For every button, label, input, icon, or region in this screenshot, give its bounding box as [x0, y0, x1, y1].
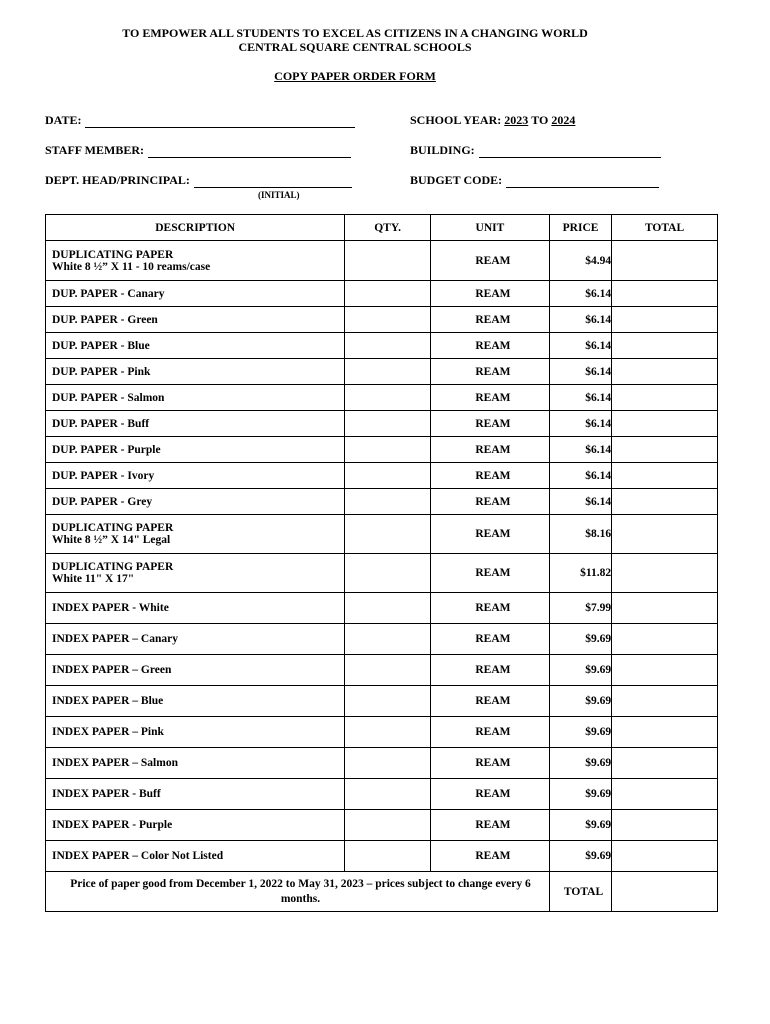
table-row: [46, 333, 718, 359]
price-cell: $6.14: [549, 359, 611, 385]
item-description: [46, 411, 345, 437]
table-row: [46, 307, 718, 333]
item-description: [46, 489, 345, 515]
row-total-cell[interactable]: [612, 554, 718, 593]
price-cell: $7.99: [549, 593, 611, 624]
item-name: INDEX PAPER – Blue: [52, 695, 164, 707]
unit-cell: REAM: [430, 717, 549, 748]
table-row: [46, 554, 718, 593]
table-row: [46, 411, 718, 437]
qty-cell[interactable]: [345, 686, 431, 717]
table-row: [46, 515, 718, 554]
unit-cell: REAM: [430, 515, 549, 554]
row-total-cell[interactable]: [612, 686, 718, 717]
item-name: DUP. PAPER - Grey: [52, 495, 153, 508]
grand-total-label: TOTAL: [549, 872, 611, 912]
price-cell: $4.94: [549, 241, 611, 281]
item-description: [46, 686, 345, 717]
qty-cell[interactable]: [345, 655, 431, 686]
unit-cell: REAM: [430, 779, 549, 810]
item-description: [46, 655, 345, 686]
grand-total-cell[interactable]: [612, 872, 718, 912]
item-detail: White 11" X 17": [52, 573, 135, 585]
item-name: DUPLICATING PAPER: [52, 561, 174, 573]
row-total-cell[interactable]: [612, 748, 718, 779]
row-total-cell[interactable]: [612, 385, 718, 411]
qty-cell[interactable]: [345, 281, 431, 307]
qty-cell[interactable]: [345, 307, 431, 333]
price-cell: $11.82: [549, 554, 611, 593]
qty-cell[interactable]: [345, 489, 431, 515]
building-label: BUILDING:: [410, 143, 475, 157]
item-description: [46, 281, 345, 307]
school-year-label: SCHOOL YEAR:: [410, 113, 502, 127]
table-row: [46, 281, 718, 307]
item-description: [46, 717, 345, 748]
table-row: [46, 779, 718, 810]
unit-cell: REAM: [430, 385, 549, 411]
table-row: [46, 655, 718, 686]
qty-cell[interactable]: [345, 841, 431, 872]
unit-cell: REAM: [430, 686, 549, 717]
item-description: [46, 333, 345, 359]
unit-cell: REAM: [430, 624, 549, 655]
initial-caption: (INITIAL): [258, 190, 300, 200]
item-description: [46, 359, 345, 385]
table-row: [46, 624, 718, 655]
qty-cell[interactable]: [345, 779, 431, 810]
table-header-row: [46, 215, 718, 241]
item-name: INDEX PAPER – Color Not Listed: [52, 850, 224, 862]
table-row: [46, 241, 718, 281]
item-name: INDEX PAPER – Green: [52, 664, 172, 676]
item-description: [46, 624, 345, 655]
item-name: INDEX PAPER – Pink: [52, 726, 164, 738]
item-description: [46, 779, 345, 810]
unit-cell: REAM: [430, 593, 549, 624]
unit-cell: REAM: [430, 810, 549, 841]
row-total-cell[interactable]: [612, 333, 718, 359]
table-row: [46, 717, 718, 748]
price-cell: $9.69: [549, 717, 611, 748]
table-row: [46, 437, 718, 463]
qty-cell[interactable]: [345, 593, 431, 624]
price-cell: $6.14: [549, 463, 611, 489]
unit-cell: REAM: [430, 307, 549, 333]
item-name: DUP. PAPER - Buff: [52, 417, 150, 430]
price-cell: $6.14: [549, 489, 611, 515]
row-total-cell[interactable]: [612, 437, 718, 463]
price-cell: $6.14: [549, 281, 611, 307]
price-cell: $9.69: [549, 624, 611, 655]
table-row: [46, 748, 718, 779]
unit-cell: REAM: [430, 748, 549, 779]
price-cell: $6.14: [549, 333, 611, 359]
staff-member-input-line[interactable]: [148, 145, 351, 158]
table-row: [46, 841, 718, 872]
item-name: DUPLICATING PAPER: [52, 522, 174, 534]
price-cell: $6.14: [549, 307, 611, 333]
total-header: TOTAL: [612, 215, 718, 241]
item-description: [46, 307, 345, 333]
price-cell: $9.69: [549, 779, 611, 810]
row-total-cell[interactable]: [612, 411, 718, 437]
item-description: [46, 437, 345, 463]
qty-cell[interactable]: [345, 437, 431, 463]
table-row: [46, 359, 718, 385]
unit-header: UNIT: [430, 215, 549, 241]
budget-code-label: BUDGET CODE:: [410, 173, 503, 187]
unit-cell: REAM: [430, 655, 549, 686]
item-name: INDEX PAPER - Purple: [52, 819, 173, 831]
price-cell: $9.69: [549, 748, 611, 779]
item-name: DUPLICATING PAPER: [52, 248, 174, 261]
row-total-cell[interactable]: [612, 717, 718, 748]
row-total-cell[interactable]: [612, 841, 718, 872]
unit-cell: REAM: [430, 241, 549, 281]
item-name: DUP. PAPER - Purple: [52, 443, 161, 456]
qty-cell[interactable]: [345, 748, 431, 779]
unit-cell: REAM: [430, 489, 549, 515]
form-title: COPY PAPER ORDER FORM: [274, 69, 436, 83]
table-row: [46, 385, 718, 411]
row-total-cell[interactable]: [612, 593, 718, 624]
district-name: CENTRAL SQUARE CENTRAL SCHOOLS: [238, 40, 472, 54]
item-description: [46, 841, 345, 872]
row-total-cell[interactable]: [612, 463, 718, 489]
building-input-line[interactable]: [479, 145, 661, 158]
item-description: [46, 385, 345, 411]
school-year-field: [410, 113, 575, 128]
row-total-cell[interactable]: [612, 810, 718, 841]
item-name: DUP. PAPER - Ivory: [52, 469, 155, 482]
item-name: DUP. PAPER - Blue: [52, 339, 150, 352]
item-description: [46, 748, 345, 779]
row-total-cell[interactable]: [612, 779, 718, 810]
school-year-from: 2023: [504, 113, 529, 127]
item-description: [46, 554, 345, 593]
item-description: [46, 810, 345, 841]
item-description: [46, 593, 345, 624]
qty-cell[interactable]: [345, 717, 431, 748]
row-total-cell[interactable]: [612, 489, 718, 515]
unit-cell: REAM: [430, 841, 549, 872]
budget-code-field[interactable]: [410, 173, 659, 188]
date-field[interactable]: [45, 113, 355, 128]
qty-cell[interactable]: [345, 359, 431, 385]
item-detail: White 8 ½” X 14" Legal: [52, 534, 171, 546]
unit-cell: REAM: [430, 281, 549, 307]
price-cell: $8.16: [549, 515, 611, 554]
dept-head-input-line[interactable]: [194, 175, 352, 188]
unit-cell: REAM: [430, 437, 549, 463]
staff-member-field[interactable]: [45, 143, 351, 158]
price-validity-note: Price of paper good from December 1, 2022 to May 31, 2023 – prices subject to change every 6 months.: [46, 872, 550, 912]
item-name: INDEX PAPER - White: [52, 602, 169, 614]
table-footer-row: [46, 872, 718, 912]
order-table: [45, 214, 718, 912]
row-total-cell[interactable]: [612, 241, 718, 281]
price-cell: $6.14: [549, 385, 611, 411]
qty-cell[interactable]: [345, 624, 431, 655]
building-field[interactable]: [410, 143, 661, 158]
item-description: [46, 515, 345, 554]
table-row: [46, 489, 718, 515]
row-total-cell[interactable]: [612, 359, 718, 385]
qty-cell[interactable]: [345, 411, 431, 437]
item-name: INDEX PAPER – Salmon: [52, 757, 178, 769]
unit-cell: REAM: [430, 411, 549, 437]
item-name: DUP. PAPER - Canary: [52, 287, 165, 300]
row-total-cell[interactable]: [612, 624, 718, 655]
price-header: PRICE: [549, 215, 611, 241]
price-cell: $6.14: [549, 437, 611, 463]
budget-code-input-line[interactable]: [506, 175, 659, 188]
school-year-to-word: TO: [531, 113, 549, 127]
row-total-cell[interactable]: [612, 307, 718, 333]
item-description: [46, 463, 345, 489]
table-row: [46, 810, 718, 841]
description-header: DESCRIPTION: [46, 215, 345, 241]
qty-cell[interactable]: [345, 810, 431, 841]
qty-cell[interactable]: [345, 333, 431, 359]
price-cell: $9.69: [549, 686, 611, 717]
unit-cell: REAM: [430, 554, 549, 593]
price-cell: $9.69: [549, 810, 611, 841]
table-row: [46, 686, 718, 717]
qty-header: QTY.: [345, 215, 431, 241]
date-label: DATE:: [45, 113, 82, 127]
staff-member-label: STAFF MEMBER:: [45, 143, 144, 157]
unit-cell: REAM: [430, 359, 549, 385]
item-name: INDEX PAPER - Buff: [52, 788, 161, 800]
price-cell: $9.69: [549, 841, 611, 872]
row-total-cell[interactable]: [612, 515, 718, 554]
district-motto: TO EMPOWER ALL STUDENTS TO EXCEL AS CITIZENS IN A CHANGING WORLD: [122, 26, 588, 40]
school-year-to: 2024: [551, 113, 576, 127]
qty-cell[interactable]: [345, 515, 431, 554]
unit-cell: REAM: [430, 463, 549, 489]
item-name: DUP. PAPER - Pink: [52, 365, 151, 378]
table-row: [46, 463, 718, 489]
qty-cell[interactable]: [345, 463, 431, 489]
item-name: INDEX PAPER – Canary: [52, 633, 178, 645]
row-total-cell[interactable]: [612, 655, 718, 686]
qty-cell[interactable]: [345, 554, 431, 593]
price-cell: $6.14: [549, 411, 611, 437]
dept-head-field[interactable]: [45, 173, 352, 188]
dept-head-label: DEPT. HEAD/PRINCIPAL:: [45, 173, 190, 187]
row-total-cell[interactable]: [612, 281, 718, 307]
qty-cell[interactable]: [345, 241, 431, 281]
table-row: [46, 593, 718, 624]
item-description: [46, 241, 345, 281]
price-cell: $9.69: [549, 655, 611, 686]
item-detail: White 8 ½” X 11 - 10 reams/case: [52, 260, 211, 273]
date-input-line[interactable]: [85, 115, 355, 128]
unit-cell: REAM: [430, 333, 549, 359]
item-name: DUP. PAPER - Green: [52, 313, 158, 326]
item-name: DUP. PAPER - Salmon: [52, 391, 165, 404]
qty-cell[interactable]: [345, 385, 431, 411]
